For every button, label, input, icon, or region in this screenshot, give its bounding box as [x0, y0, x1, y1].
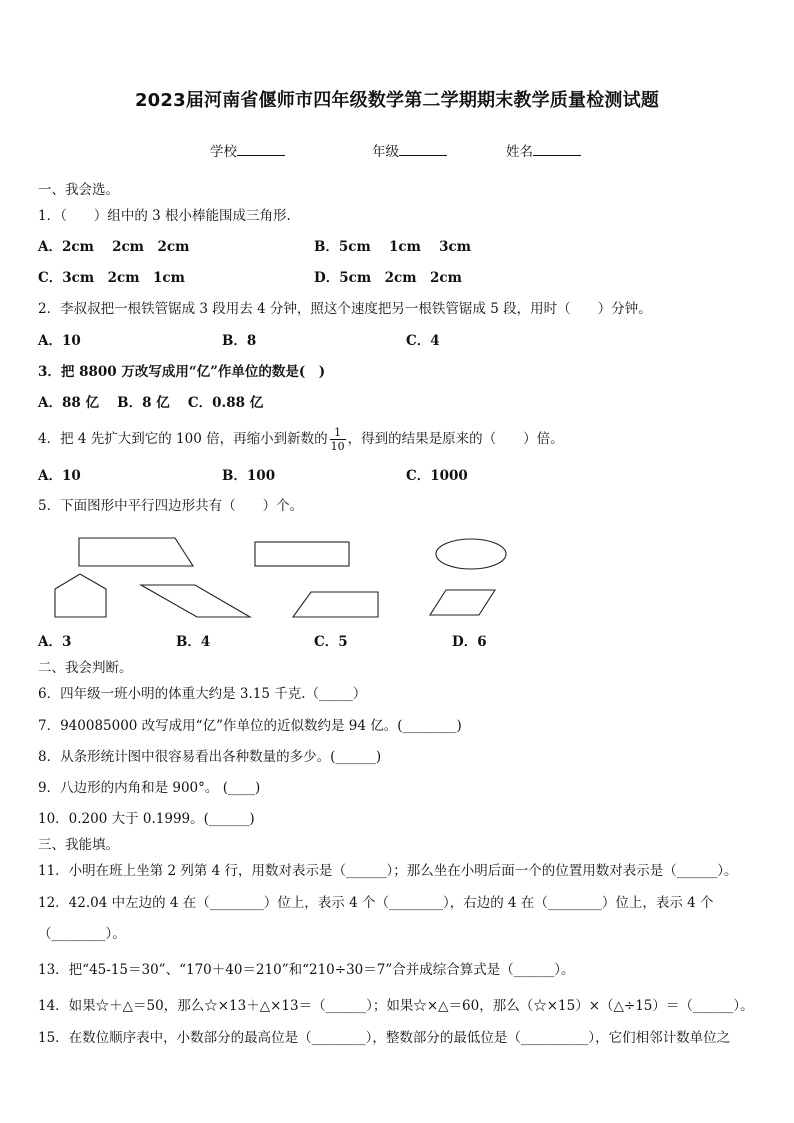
grade-blank[interactable] — [399, 144, 447, 156]
question-9: 9．八边形的内角和是 900°。 (____) — [38, 780, 261, 796]
school-label: 学校 — [210, 144, 237, 160]
question-5: 5．下面图形中平行四边形共有（ ）个。 — [38, 498, 304, 514]
grade-label: 年级 — [372, 144, 399, 160]
fraction-denominator: 10 — [330, 440, 345, 453]
name-field — [506, 140, 581, 160]
school-blank[interactable] — [237, 144, 285, 156]
question-8: 8．从条形统计图中很容易看出各种数量的多少。(______) — [38, 749, 382, 765]
grade-field — [372, 140, 447, 160]
q4-option-a[interactable]: A．10 — [38, 468, 81, 484]
q5-option-b[interactable]: B．4 — [176, 634, 211, 650]
question-4 — [38, 425, 564, 453]
question-7: 7．940085000 改写成用“亿”作单位的近似数约是 94 亿。(________) — [38, 718, 462, 734]
ellipse-shape — [436, 539, 506, 569]
name-blank[interactable] — [533, 144, 581, 156]
q2-option-a[interactable]: A．10 — [38, 333, 81, 349]
q4-text-before: 4．把 4 先扩大到它的 100 倍，再缩小到新数的 — [38, 431, 328, 447]
question-6: 6．四年级一班小明的体重大约是 3.15 千克.（_____） — [38, 686, 367, 702]
q1-option-a[interactable]: A．2cm 2cm 2cm — [38, 239, 190, 255]
question-2: 2．李叔叔把一根铁管锯成 3 段用去 4 分钟，照这个速度把另一根铁管锯成 5 段，用时（ ）分钟。 — [38, 301, 652, 317]
fraction-numerator: 1 — [330, 426, 346, 440]
question-12-continued: （________）。 — [38, 926, 126, 942]
q5-option-d[interactable]: D．6 — [452, 634, 487, 650]
q3-options[interactable]: A．88 亿 B．8 亿 C．0.88 亿 — [38, 395, 264, 411]
school-field — [210, 140, 285, 160]
question-14: 14．如果☆＋△＝50，那么☆×13＋△×13＝（______）；如果☆×△＝60，那么（☆×15）×（△÷15）＝（______）。 — [38, 998, 754, 1014]
name-label: 姓名 — [506, 144, 533, 160]
q4-text-after: ，得到的结果是原来的（ ）倍。 — [347, 431, 564, 447]
q1-option-c[interactable]: C．3cm 2cm 1cm — [38, 270, 185, 286]
parallelogram-shape-2 — [430, 590, 495, 615]
q5-option-a[interactable]: A．3 — [38, 634, 72, 650]
question-10: 10．0.200 大于 0.1999。(______) — [38, 811, 255, 827]
question-15: 15．在数位顺序表中，小数部分的最高位是（________），整数部分的最低位是（__________），它们相邻计数单位之 — [38, 1030, 731, 1046]
section-heading-2: 二、我会判断。 — [38, 660, 133, 676]
page-title: 2023届河南省偃师市四年级数学第二学期期末教学质量检测试题 — [134, 90, 660, 111]
q2-option-b[interactable]: B．8 — [222, 333, 257, 349]
q4-option-b[interactable]: B．100 — [222, 468, 276, 484]
q5-option-c[interactable]: C．5 — [314, 634, 348, 650]
question-12: 12．42.04 中左边的 4 在（________）位上，表示 4 个（________），右边的 4 在（________）位上，表示 4 个 — [38, 895, 714, 911]
q1-option-b[interactable]: B．5cm 1cm 3cm — [314, 239, 472, 255]
rectangle-shape — [255, 542, 349, 566]
section-heading-1: 一、我会选。 — [38, 182, 119, 198]
q1-option-d[interactable]: D．5cm 2cm 2cm — [314, 270, 462, 286]
question-1: 1．（ ）组中的 3 根小棒能围成三角形. — [38, 208, 291, 224]
q5-shapes-figure — [0, 528, 794, 624]
pentagon-shape — [55, 574, 106, 617]
fraction-one-tenth — [330, 426, 346, 453]
question-11: 11．小明在班上坐第 2 列第 4 行，用数对表示是（______）；那么坐在小明后面一个的位置用数对表示是（______）。 — [38, 863, 738, 879]
question-3: 3．把 8800 万改写成用“亿”作单位的数是( ) — [38, 364, 326, 380]
right-trapezoid-shape-2 — [293, 592, 378, 617]
q4-option-c[interactable]: C．1000 — [406, 468, 468, 484]
parallelogram-shape-1 — [141, 585, 250, 617]
q2-option-c[interactable]: C．4 — [406, 333, 440, 349]
right-trapezoid-shape — [79, 538, 193, 566]
section-heading-3: 三、我能填。 — [38, 837, 119, 853]
question-13: 13．把“45-15＝30”、“170＋40＝210”和“210÷30＝7”合并成综合算式是（______）。 — [38, 962, 575, 978]
